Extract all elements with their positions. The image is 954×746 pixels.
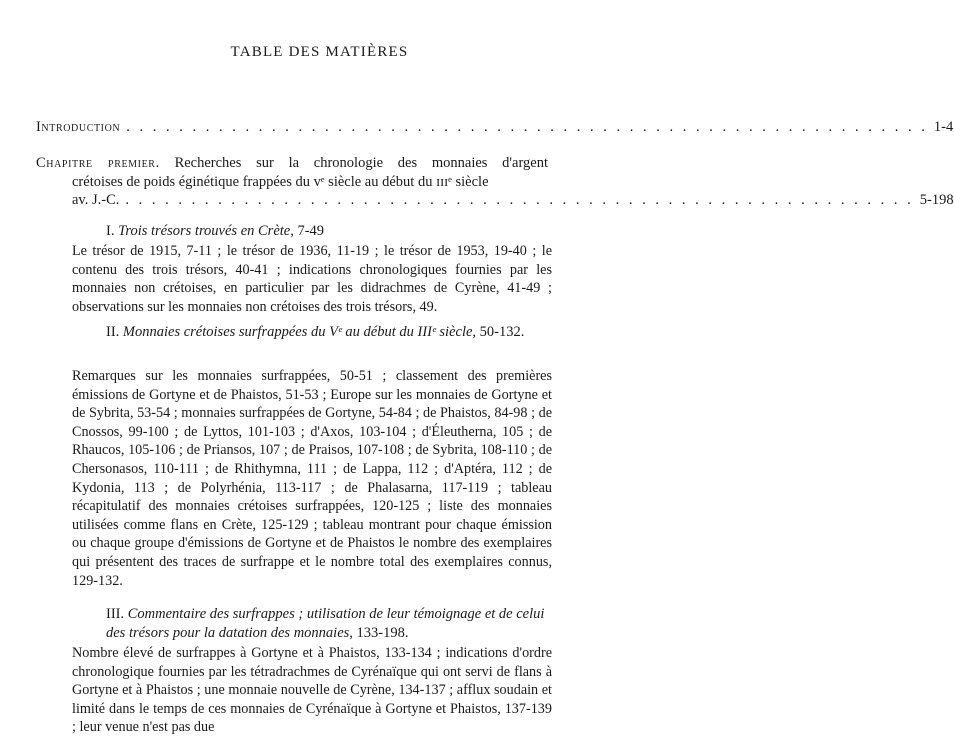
section-pages: , 7-49 [290,223,325,239]
leader-dots: . . . . . . . . . . . . . . . . . . . . . . . . . . . . . . . . . . . . . . . . . . . . . . . . . . . . . . . . . . . . [125,192,914,208]
section-2-text: Remarques sur les monnaies surfrappées, 50-51 ; classement des premières émissions de Gortyne et de Phaistos, 51-53 ; Europe sur les monnaies de Gortyne et de Sybrita, 53-54 ; monnaies surfrappées de Gortyne, 54-84 ; de Phaistos, 84-98 ; de Cnossos, 99-100 ; de Lyttos, 101-103 ; d'Axos, 103-104 ; d'Éleutherna, 105 ; de Rhaucos, 105-106 ; de Priansos, 107 ; de Praisos, 107-108 ; de Sybrita, 108-110 ; de Chersonasos, 110-111 ; de Rhithymna, 111 ; de Lappa, 112 ; d'Aptéra, 112 ; de Kydonia, 113 ; de Polyrhénia, 113-117 ; de Phalasarna, 117-119 ; tableau récapitulatif des monnaies crétoises surfrappées, 120-125 ; liste des monnaies utilisées comme flans en Crète, 125-129 ; tableau montrant pour chaque émission ou chaque groupe d'émissions de Gortyne et de Phaistos le nombre des exemplaires qui présentent des traces de surfrappe et le nombre total des exemplaires connus, 129-132. [72,368,552,589]
leader-dots: . . . . . . . . . . . . . . . . . . . . . . . . . . . . . . . . . . . . . . . . . . . . . . . . . . . . . . . . . . . . . [126,119,928,135]
section-number: I. [106,223,115,239]
chapter-label: Chapitre premier. [36,155,160,171]
chapter-pages: 5-198 [919,192,954,208]
chapter-title-2: crétoises de poids éginétique frappées du vᵉ siècle au début du ɪɪɪᵉ siècle [72,173,489,190]
section-title: Trois trésors trouvés en Crète [118,223,291,239]
section-pages: , 50-132. [472,324,525,340]
page-title: TABLE DES MATIÈRES [230,44,409,60]
toc-entry-chapter-1[interactable] [36,154,954,210]
introduction-label: Introduction [36,119,121,135]
chapter-title-1: Recherches sur la chronologie des monnaies d'argent [174,155,549,171]
section-number: II. [106,324,120,340]
section-3-text: Nombre élevé de surfrappes à Gortyne et à Phaistos, 133-134 ; indications d'ordre chronologique fournies par les tétradrachmes de Cyrénaïque qui ont servi de flans à Gortyne et à Phaistos ; une monnaie nouvelle de Cyrène, 134-137 ; afflux soudain et limité dans le temps de ces monnaies de Cyrénaïque à Gortyne et Phaistos, 137-139 ; leur venue n'est pas due [72,645,552,736]
section-1-text: Le trésor de 1915, 7-11 ; le trésor de 1936, 11-19 ; le trésor de 1953, 19-40 ; le contenu des trois trésors, 40-41 ; indications chronologiques fournies par les monnaies non crétoises, en particulier par les didrachmes de Cyrène, 41-49 ; observations sur les monnaies non crétoises des trois trésors, 49. [72,243,552,315]
chapter-title-3: av. J.-C. [72,192,120,208]
introduction-pages: 1-4 [933,119,954,135]
section-2-heading[interactable] [106,323,552,342]
section-number: III. [106,606,125,622]
section-pages: , 133-198. [349,624,409,641]
section-1-heading[interactable] [106,222,552,241]
section-3-heading[interactable] [106,605,552,642]
section-title: Commentaire des surfrappes ; utilisation de leur témoignage et de celui des trésors pour la datation des monnaies [106,606,545,641]
toc-entry-introduction[interactable] [36,118,954,137]
section-title: Monnaies crétoises surfrappées du Vᵉ au début du IIIᵉ siècle [122,324,473,340]
chapter-line-3 [36,191,954,210]
chapter-line-1 [36,154,548,173]
